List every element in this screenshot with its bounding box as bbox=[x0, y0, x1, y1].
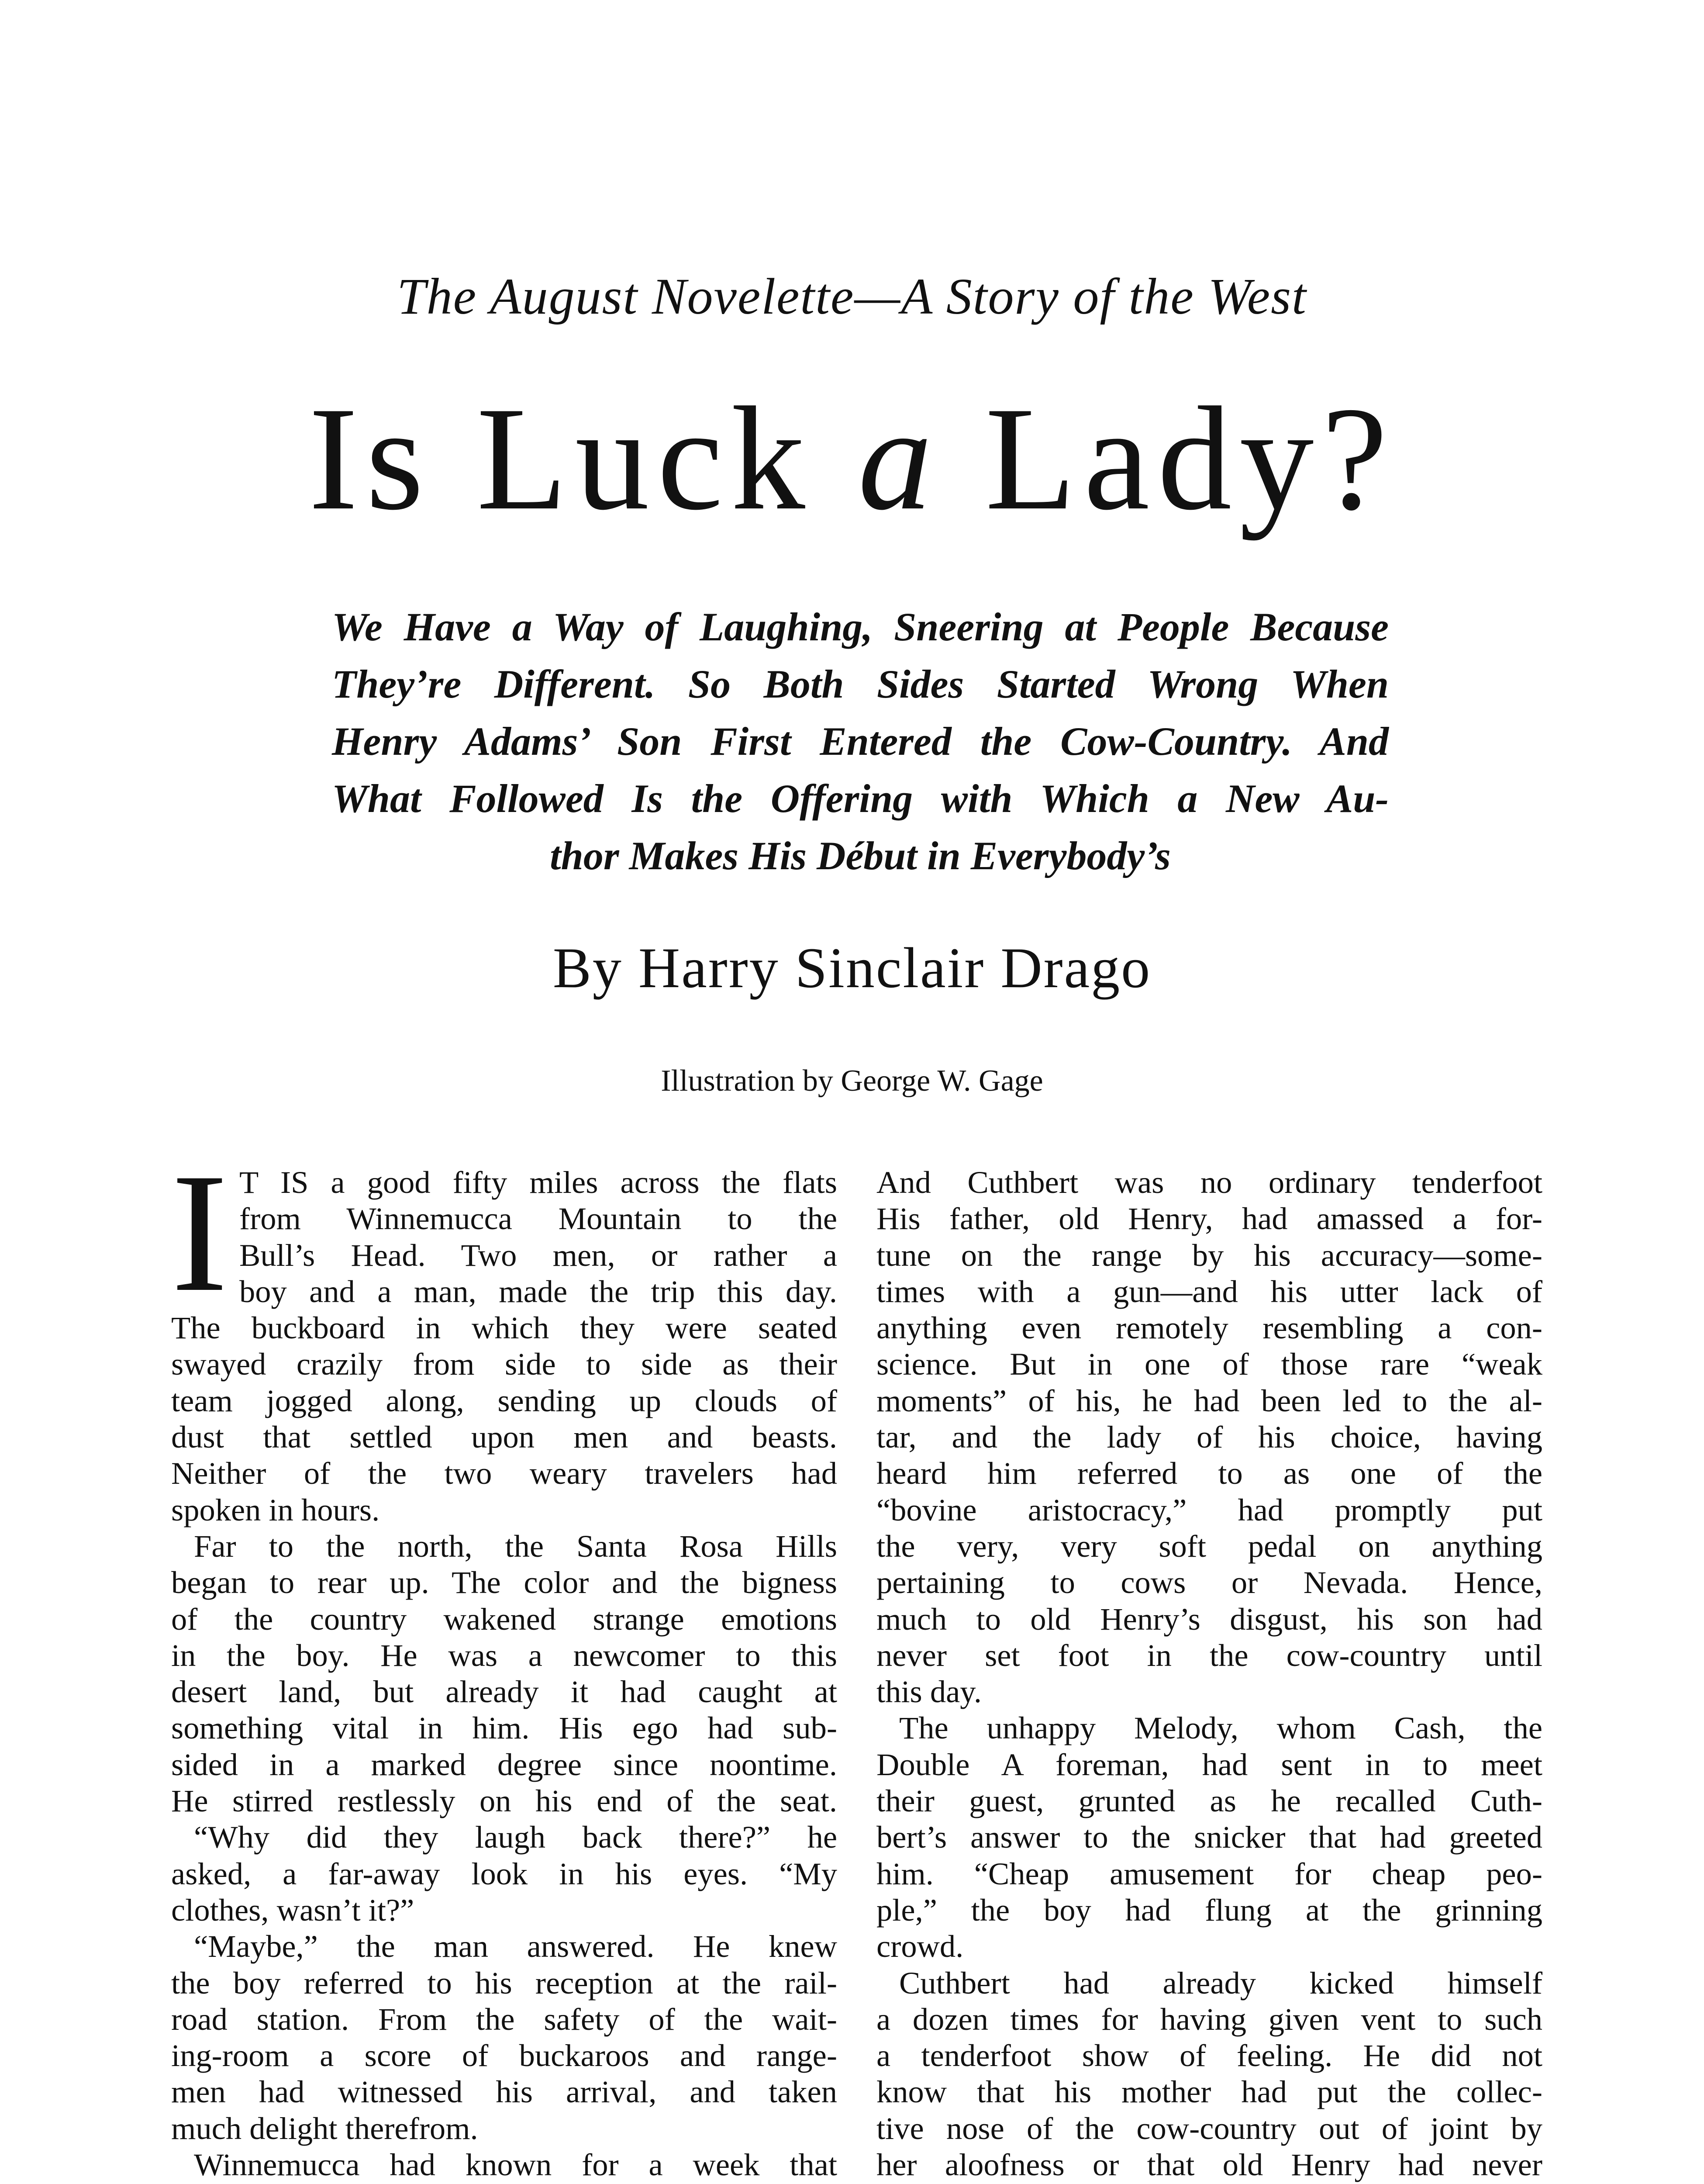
left-column bbox=[171, 1138, 837, 2184]
text-line: tune on the range by his accuracy—some- bbox=[876, 1237, 1542, 1273]
text-line: of the country wakened strange emotions bbox=[171, 1601, 837, 1637]
text-line: pertaining to cows or Nevada. Hence, bbox=[876, 1565, 1542, 1600]
text-line: “bovine aristocracy,” had promptly put bbox=[876, 1492, 1542, 1527]
text-line: bert’s answer to the snicker that had greeted bbox=[876, 1819, 1542, 1855]
text-line: clothes, wasn’t it?” bbox=[171, 1892, 414, 1928]
text-line: Double A foreman, had sent in to meet bbox=[876, 1746, 1542, 1782]
text-line: times with a gun—and his utter lack of bbox=[876, 1273, 1542, 1309]
drop-cap: I bbox=[171, 1138, 228, 1327]
deck-line: thor Makes His Début in Everybody’s bbox=[550, 833, 1171, 878]
illustration-credit: Illustration by George W. Gage bbox=[661, 1064, 1043, 1098]
text-line: heard him referred to as one of the bbox=[876, 1455, 1542, 1491]
text-line: science. But in one of those rare “weak bbox=[876, 1346, 1542, 1382]
text-line: dust that settled upon men and beasts. bbox=[171, 1419, 837, 1455]
text-line: this day. bbox=[876, 1674, 982, 1710]
text-line: never set foot in the cow-country until bbox=[876, 1637, 1542, 1673]
text-line: He stirred restlessly on his end of the seat. bbox=[171, 1783, 837, 1819]
kicker: The August Novelette—A Story of the West bbox=[397, 268, 1307, 325]
story-title bbox=[0, 376, 1704, 541]
deck-line: They’re Different. So Both Sides Started Wrong When bbox=[332, 662, 1389, 706]
byline: By Harry Sinclair Drago bbox=[552, 936, 1152, 1000]
text-line: much delight therefrom. bbox=[171, 2110, 478, 2146]
text-line: And Cuthbert was no ordinary tenderfoot bbox=[876, 1165, 1542, 1200]
text-line: sided in a marked degree since noontime. bbox=[171, 1746, 837, 1782]
right-column bbox=[876, 1164, 1542, 2184]
text-line: desert land, but already it had caught at bbox=[171, 1674, 837, 1710]
text-line: “Why did they laugh back there?” he bbox=[194, 1819, 837, 1855]
text-line: began to rear up. The color and the bigness bbox=[171, 1565, 837, 1600]
text-line: ple,” the boy had flung at the grinning bbox=[876, 1892, 1542, 1928]
text-line: much to old Henry’s disgust, his son had bbox=[876, 1601, 1542, 1637]
text-line: him. “Cheap amusement for cheap peo- bbox=[876, 1856, 1542, 1891]
text-line: “Maybe,” the man answered. He knew bbox=[194, 1928, 837, 1964]
deck-line: What Followed Is the Offering with Which a New Au- bbox=[332, 776, 1389, 821]
text-line: Bull’s Head. Two men, or rather a bbox=[239, 1237, 837, 1273]
text-line: the boy referred to his reception at the rail- bbox=[171, 1965, 837, 2001]
text-line: Neither of the two weary travelers had bbox=[171, 1455, 837, 1491]
text-line: tive nose of the cow-country out of joint by bbox=[876, 2110, 1542, 2146]
text-line: The buckboard in which they were seated bbox=[171, 1310, 837, 1346]
text-line: His father, old Henry, had amassed a for- bbox=[876, 1201, 1542, 1237]
text-line: her aloofness or that old Henry had never bbox=[876, 2147, 1542, 2183]
text-line: asked, a far-away look in his eyes. “My bbox=[171, 1856, 837, 1891]
text-line: spoken in hours. bbox=[171, 1492, 380, 1527]
title-part-1: Is Luck bbox=[308, 376, 813, 541]
text-line: a dozen times for having given vent to such bbox=[876, 2001, 1542, 2037]
text-line: The unhappy Melody, whom Cash, the bbox=[899, 1710, 1542, 1746]
deck-line: Henry Adams’ Son First Entered the Cow-Country. And bbox=[332, 719, 1389, 764]
text-line: road station. From the safety of the wait- bbox=[171, 2001, 837, 2037]
text-line: Winnemucca had known for a week that bbox=[194, 2147, 837, 2183]
text-line: boy and a man, made the trip this day. bbox=[239, 1273, 837, 1309]
title-italic-word: a bbox=[858, 376, 940, 541]
text-line: a tenderfoot show of feeling. He did not bbox=[876, 2038, 1542, 2073]
text-line: from Winnemucca Mountain to the bbox=[239, 1201, 837, 1237]
text-line: Cuthbert had already kicked himself bbox=[899, 1965, 1542, 2001]
title-part-2: Lady? bbox=[985, 376, 1396, 541]
text-line: moments” of his, he had been led to the al- bbox=[876, 1382, 1542, 1418]
text-line: tar, and the lady of his choice, having bbox=[876, 1419, 1542, 1455]
text-line: swayed crazily from side to side as their bbox=[171, 1346, 837, 1382]
text-line: team jogged along, sending up clouds of bbox=[171, 1382, 837, 1418]
text-line: anything even remotely resembling a con- bbox=[876, 1310, 1542, 1346]
text-line: something vital in him. His ego had sub- bbox=[171, 1710, 837, 1746]
text-line: in the boy. He was a newcomer to this bbox=[171, 1637, 837, 1673]
text-line: crowd. bbox=[876, 1928, 964, 1964]
text-line: ing-room a score of buckaroos and range- bbox=[171, 2038, 837, 2073]
deck-line: We Have a Way of Laughing, Sneering at People Because bbox=[332, 605, 1389, 649]
text-line: know that his mother had put the collec- bbox=[876, 2074, 1542, 2110]
text-line: Far to the north, the Santa Rosa Hills bbox=[194, 1528, 837, 1564]
text-line: men had witnessed his arrival, and taken bbox=[171, 2074, 837, 2110]
text-line: their guest, grunted as he recalled Cuth- bbox=[876, 1783, 1542, 1819]
deck-subtitle bbox=[332, 598, 1389, 885]
text-line: the very, very soft pedal on anything bbox=[876, 1528, 1542, 1564]
text-line: T IS a good fifty miles across the flats bbox=[239, 1165, 837, 1200]
